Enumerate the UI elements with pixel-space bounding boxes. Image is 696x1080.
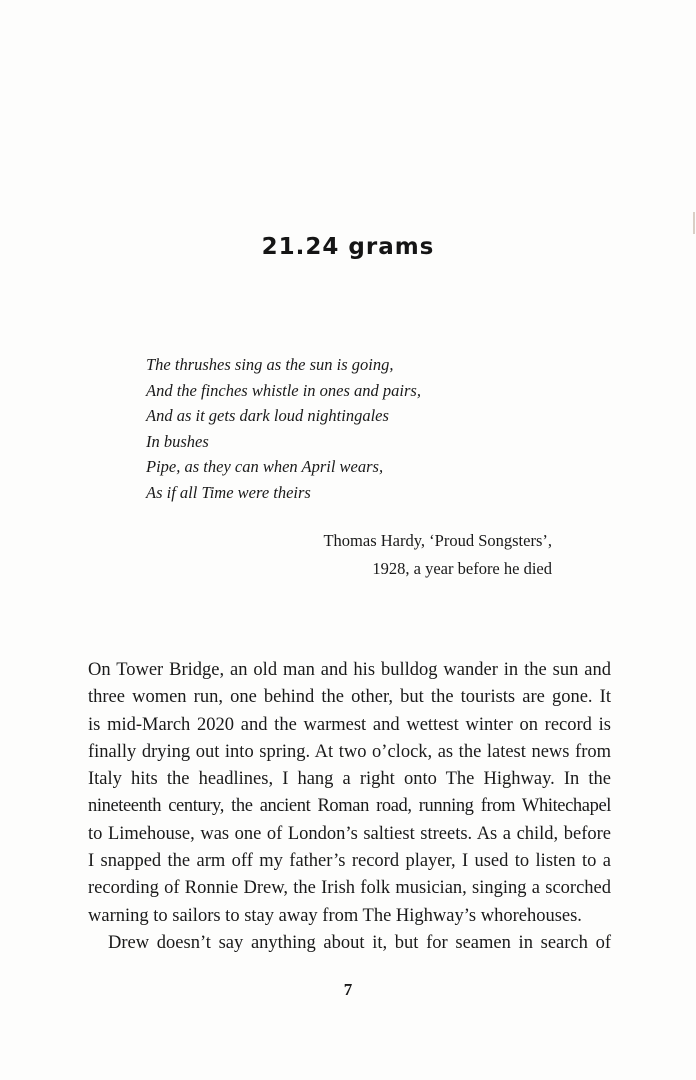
body-line-indented: Drew doesn’t say anything about it, but for seamen in search of <box>108 932 611 953</box>
poem-line: And as it gets dark loud nightingales <box>146 406 389 425</box>
body-line: On Tower Bridge, an old man and his bulldog wander in the sun and <box>88 660 611 680</box>
epigraph-attribution <box>323 527 552 583</box>
attribution-line: 1928, a year before he died <box>372 559 552 578</box>
body-line: I snapped the arm off my father’s record player, I used to listen to a <box>88 851 611 872</box>
body-line: is mid-March 2020 and the warmest and wettest winter on record is <box>88 714 611 735</box>
body-line: warning to sailors to stay away from The Highway’s whorehouses. <box>88 905 582 926</box>
body-line: three women run, one behind the other, but the tourists are gone. It <box>88 687 611 708</box>
body-line: nineteenth century, the ancient Roman road, running from Whitechapel <box>88 796 611 817</box>
poem-line: And the finches whistle in ones and pairs, <box>146 380 421 400</box>
chapter-title: 21.24 grams <box>261 234 435 260</box>
body-line: Italy hits the headlines, I hang a right onto The Highway. In the <box>88 769 611 790</box>
poem-line: In bushes <box>146 431 209 451</box>
poem-line: The thrushes sing as the sun is going, <box>146 355 394 374</box>
poem-line: As if all Time were theirs <box>146 482 311 502</box>
poem-line: Pipe, as they can when April wears, <box>146 457 384 476</box>
attribution-line: Thomas Hardy, ‘Proud Songsters’, <box>323 531 552 550</box>
page-edge-mark <box>693 212 695 234</box>
body-line: finally drying out into spring. At two o’clock, as the latest news from <box>88 741 611 762</box>
body-line: to Limehouse, was one of London’s saltiest streets. As a child, before <box>88 823 611 844</box>
page-number: 7 <box>343 980 353 999</box>
body-text <box>88 657 611 957</box>
body-line: recording of Ronnie Drew, the Irish folk musician, singing a scorched <box>88 878 611 899</box>
epigraph <box>146 352 566 505</box>
